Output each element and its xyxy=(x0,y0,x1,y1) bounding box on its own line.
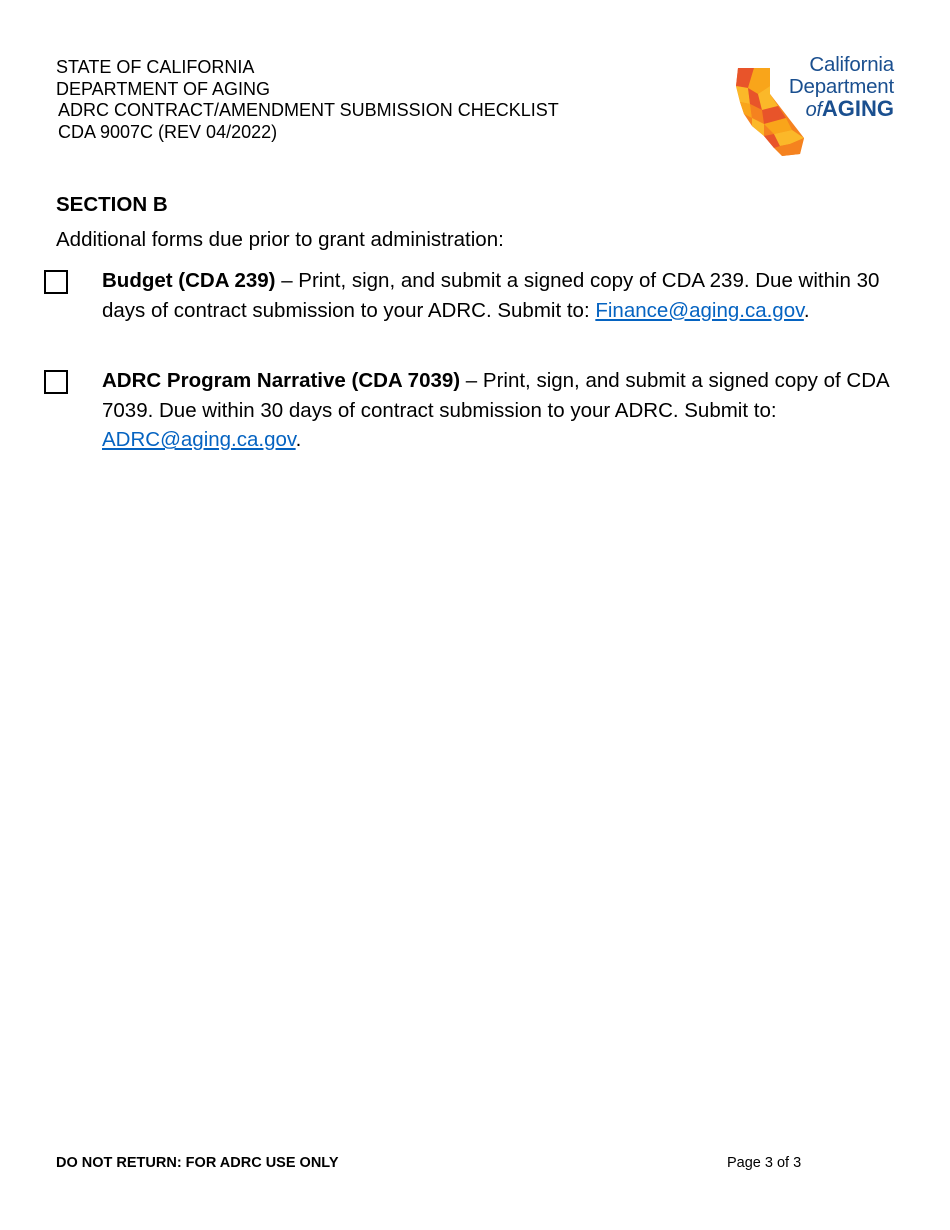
checklist-item-text xyxy=(102,366,892,455)
item-period: . xyxy=(295,428,302,451)
logo-california: California xyxy=(809,53,894,76)
document-header xyxy=(56,57,559,143)
finance-email-link[interactable]: Finance@aging.ca.gov xyxy=(595,298,804,322)
adrc-email-link[interactable]: ADRC@aging.ca.gov xyxy=(102,428,296,451)
california-department-of-aging-logo xyxy=(734,54,904,158)
logo-of: of xyxy=(805,99,822,121)
logo-aging: AGING xyxy=(821,96,894,121)
logo-department: Department xyxy=(788,75,894,98)
header-department: DEPARTMENT OF AGING xyxy=(56,78,271,99)
logo-of-aging xyxy=(789,98,894,121)
footer-notice: DO NOT RETURN: FOR ADRC USE ONLY xyxy=(56,1155,339,1171)
header-form-title: ADRC CONTRACT/AMENDMENT SUBMISSION CHECKLIST xyxy=(58,100,559,120)
header-form-number: CDA 9007C (REV 04/2022) xyxy=(58,121,278,142)
checklist-item-text xyxy=(102,266,892,325)
section-title: SECTION B xyxy=(56,193,168,216)
logo-wordmark xyxy=(789,54,894,121)
program-narrative-checkbox[interactable] xyxy=(44,370,68,394)
budget-checkbox[interactable] xyxy=(44,270,68,294)
section-intro: Additional forms due prior to grant administration: xyxy=(56,228,504,251)
header-state: STATE OF CALIFORNIA xyxy=(56,57,255,77)
item-description: – Print, sign, and submit a signed copy of CDA 7039. Due within 30 days of contract submission to your ADRC. Submit to: xyxy=(102,369,889,422)
item-title: Budget (CDA 239) xyxy=(102,269,276,292)
item-period: . xyxy=(803,298,810,322)
item-description: – Print, sign, and submit a signed copy of CDA 239. Due within 30 days of contract submission to your ADRC. Submit to: xyxy=(102,269,880,322)
item-title: ADRC Program Narrative (CDA 7039) xyxy=(102,369,461,392)
page-number: Page 3 of 3 xyxy=(727,1155,802,1171)
